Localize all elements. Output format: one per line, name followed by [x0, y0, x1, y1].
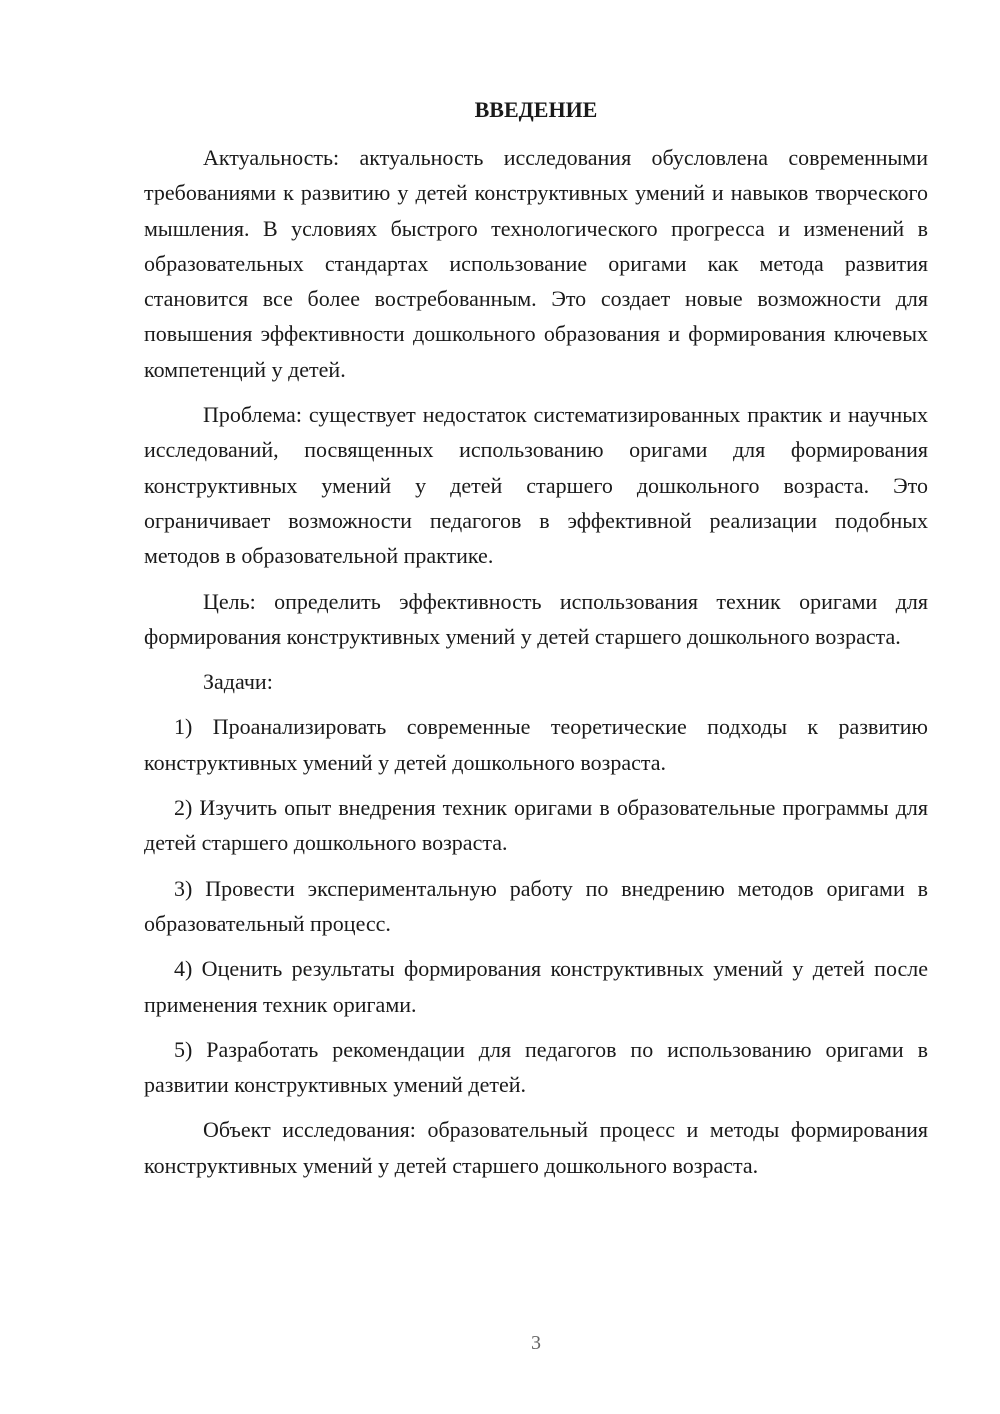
task-item: 2) Изучить опыт внедрения техник оригами в образовательные программы для детей старшего дошкольного возраста. — [144, 795, 928, 856]
page-content — [144, 92, 928, 1193]
task-item: 4) Оценить результаты формирования конструктивных умений у детей после применения техник оригами. — [144, 956, 928, 1017]
section-title: ВВЕДЕНИЕ — [474, 97, 598, 122]
paragraph-relevance: Актуальность: актуальность исследования обусловлена современными требованиями к развитию у детей конструктивных умений и навыков творческого мышления. В условиях быстрого технологического прогресса и изменений в образовательных стандартах использование оригами как метода развития становится все более востребованным. Это создает новые возможности для повышения эффективности дошкольного образования и формирования ключевых компетенций у детей. — [144, 145, 928, 382]
paragraph-object: Объект исследования: образовательный процесс и методы формирования конструктивных умений у детей старшего дошкольного возраста. — [144, 1117, 928, 1178]
tasks-heading: Задачи: — [203, 669, 273, 695]
task-item: 5) Разработать рекомендации для педагогов по использованию оригами в развитии конструктивных умений детей. — [144, 1036, 928, 1098]
paragraph-goal: Цель: определить эффективность использования техник оригами для формирования конструктивных умений у детей старшего дошкольного возраста. — [144, 588, 928, 649]
task-item: 3) Провести экспериментальную работу по внедрению методов оригами в образовательный процесс. — [144, 875, 928, 936]
tasks-list — [144, 709, 928, 1102]
paragraph-problem: Проблема: существует недостаток систематизированных практик и научных исследований, посвященных использованию оригами для формирования конструктивных умений у детей старшего дошкольного возраста. Это ограничивает возможности педагогов в эффективной реализации подобных методов в образовательной практике. — [144, 402, 928, 569]
task-item: 1) Проанализировать современные теоретические подходы к развитию конструктивных умений у детей дошкольного возраста. — [144, 714, 928, 775]
page-number: 3 — [531, 1332, 541, 1354]
